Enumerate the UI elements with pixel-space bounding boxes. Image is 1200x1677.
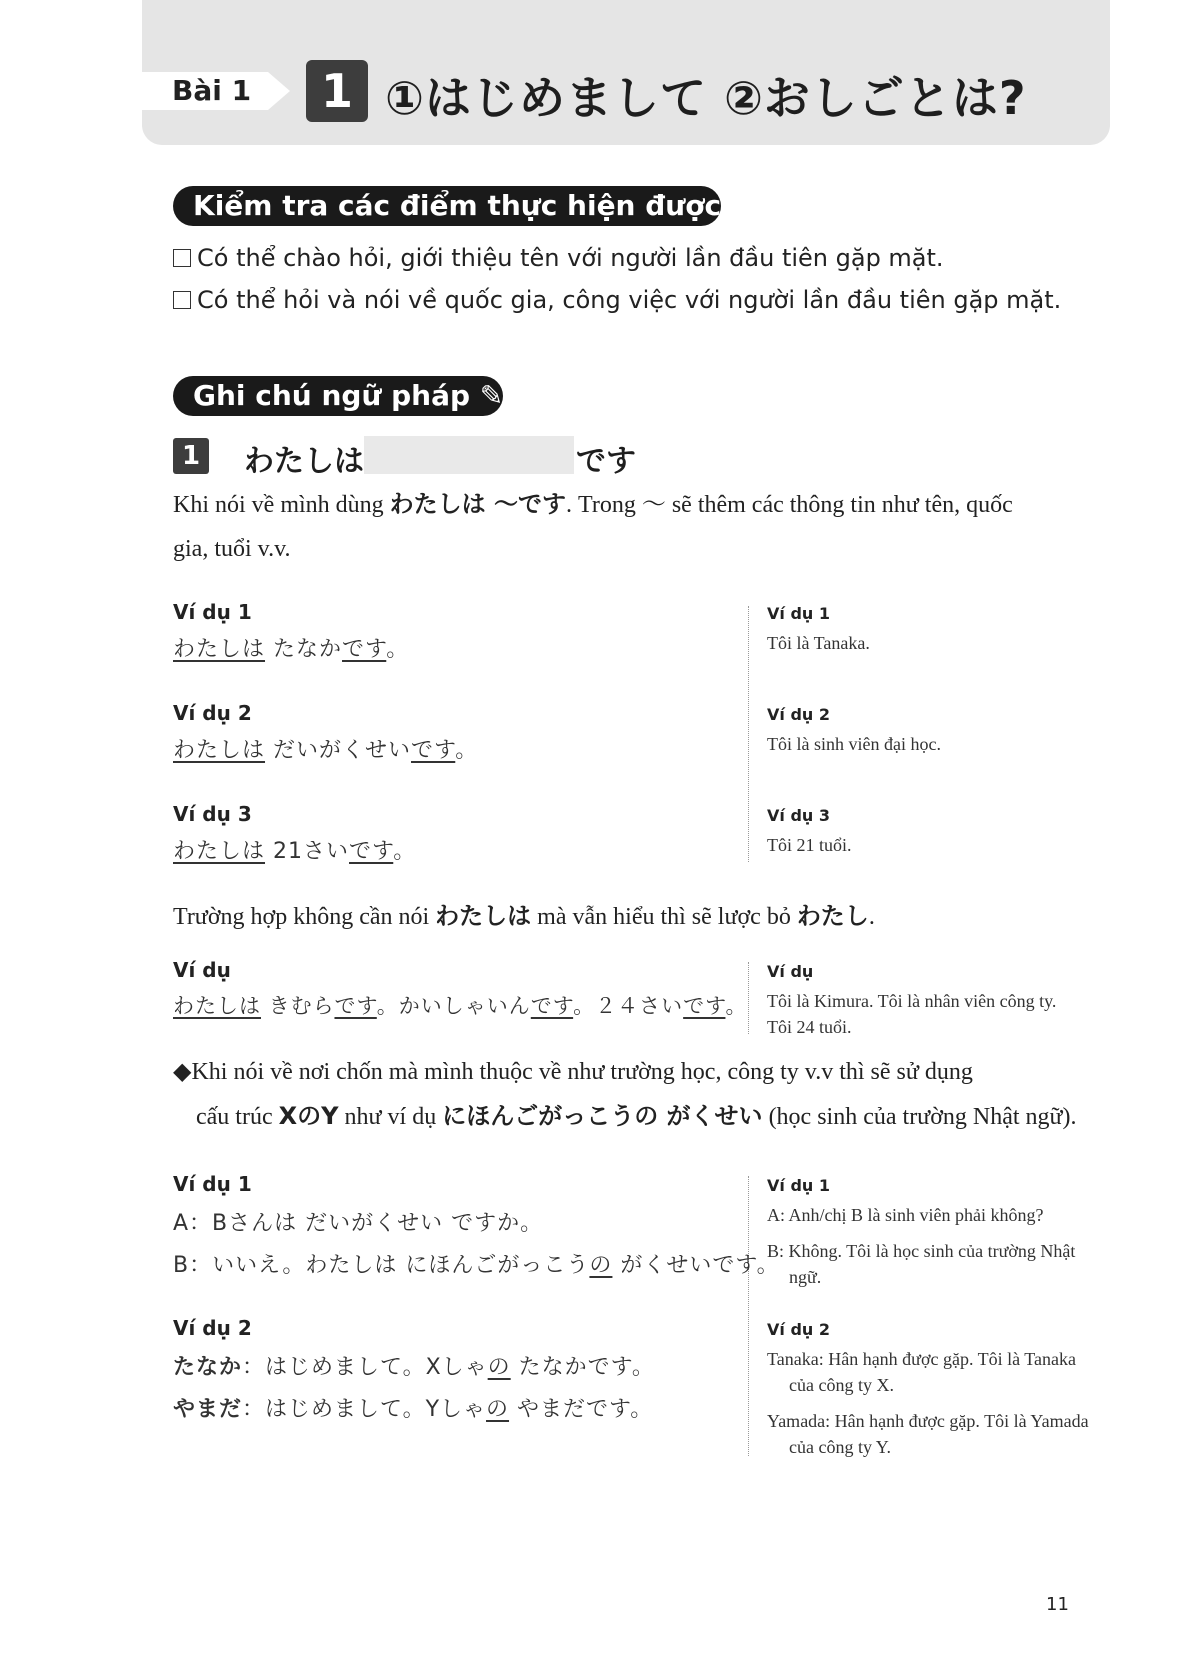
example-japanese: わたしは 21さいです。 <box>173 839 417 864</box>
dialog-translation-tanaka: Tanaka: Hân hạnh được gặp. Tôi là Tanaka của công ty X. <box>767 1349 1076 1395</box>
grammar-pattern-pre: わたしは <box>244 444 364 479</box>
example-translation-label: Ví dụ 1 <box>767 604 830 623</box>
dialog-translation-yamada: Yamada: Hân hạnh được gặp. Tôi là Yamada của công ty Y. <box>767 1411 1089 1457</box>
example-label: Ví dụ 3 <box>173 802 252 826</box>
lesson-number-badge: 1 <box>306 60 368 122</box>
example-translation-label: Ví dụ 2 <box>767 705 830 724</box>
xy-explanation-cont: cấu trúc XのY như ví dụ にほんごがっこうの がくせい (học sinh của trường Nhật ngữ). <box>196 1102 1077 1130</box>
column-divider <box>748 606 749 862</box>
dialog-line-a: A：Bさんは だいがくせい ですか。 <box>173 1211 544 1236</box>
dialog-line-yamada: やまだ：はじめまして。Yしゃの やまだです。 <box>173 1397 654 1422</box>
example-translation: Tôi là Kimura. Tôi là nhân viên công ty. Tôi 24 tuổi. <box>767 991 1057 1037</box>
grammar-pattern-post: です <box>576 444 636 479</box>
dialog-translation-a: A: Anh/chị B là sinh viên phải không? <box>767 1205 1044 1225</box>
lesson-label: Bài 1 <box>172 74 252 107</box>
dialog-line-tanaka: たなか：はじめまして。Xしゃの たなかです。 <box>173 1355 655 1380</box>
page-number: 11 <box>1046 1594 1069 1615</box>
check-section-title: Kiểm tra các điểm thực hiện được ✓ <box>173 186 721 226</box>
xy-explanation: ◆Khi nói về nơi chốn mà mình thuộc về như trường học, công ty v.v thì sẽ sử dụng <box>173 1059 973 1085</box>
example-japanese: わたしは だいがくせいです。 <box>173 738 479 763</box>
example-translation: Tôi là sinh viên đại học. <box>767 734 941 754</box>
checkbox-icon[interactable] <box>173 291 191 309</box>
grammar-explanation: Khi nói về mình dùng わたしは ～です. Trong ～ sẽ thêm các thông tin như tên, quốc gia, tuổi v.v. <box>173 490 1013 562</box>
check-item <box>173 244 944 272</box>
example-translation: Tôi là Tanaka. <box>767 633 870 653</box>
example-label: Ví dụ 2 <box>173 701 252 725</box>
check-item-text: Có thể chào hỏi, giới thiệu tên với người lần đầu tiên gặp mặt. <box>197 244 944 272</box>
example-translation-label: Ví dụ 3 <box>767 806 830 825</box>
example-label: Ví dụ 1 <box>173 1172 252 1196</box>
example-japanese: わたしは たなかです。 <box>173 637 410 662</box>
grammar-point-number: 1 <box>173 438 209 474</box>
dialog-translation-b: B: Không. Tôi là học sinh của trường Nhật ngữ. <box>767 1241 1076 1287</box>
grammar-section-title: Ghi chú ngữ pháp ✎ <box>173 376 503 416</box>
column-divider <box>748 1176 749 1456</box>
grammar-pattern-blank <box>364 436 574 474</box>
example-label: Ví dụ 2 <box>173 1316 252 1340</box>
example-translation: Tôi 21 tuổi. <box>767 835 852 855</box>
example-translation-label: Ví dụ 1 <box>767 1176 830 1195</box>
column-divider <box>748 962 749 1034</box>
check-item <box>173 286 1061 314</box>
example-translation-label: Ví dụ 2 <box>767 1320 830 1339</box>
example-label: Ví dụ <box>173 958 231 982</box>
lesson-tab-arrow <box>268 72 290 110</box>
example-label: Ví dụ 1 <box>173 600 252 624</box>
check-item-text: Có thể hỏi và nói về quốc gia, công việc với người lần đầu tiên gặp mặt. <box>197 286 1062 314</box>
example-translation-label: Ví dụ <box>767 962 814 981</box>
lesson-title: ①はじめまして ②おしごとは? <box>385 71 1027 125</box>
checkbox-icon[interactable] <box>173 249 191 267</box>
dialog-line-b: B：いいえ。わたしは にほんごがっこうの がくせいです。 <box>173 1253 780 1278</box>
omit-explanation: Trường hợp không cần nói わたしは mà vẫn hiểu thì sẽ lược bỏ わたし. <box>173 902 875 930</box>
example-japanese: わたしは きむらです。かいしゃいんです。２４さいです。 <box>173 994 748 1018</box>
